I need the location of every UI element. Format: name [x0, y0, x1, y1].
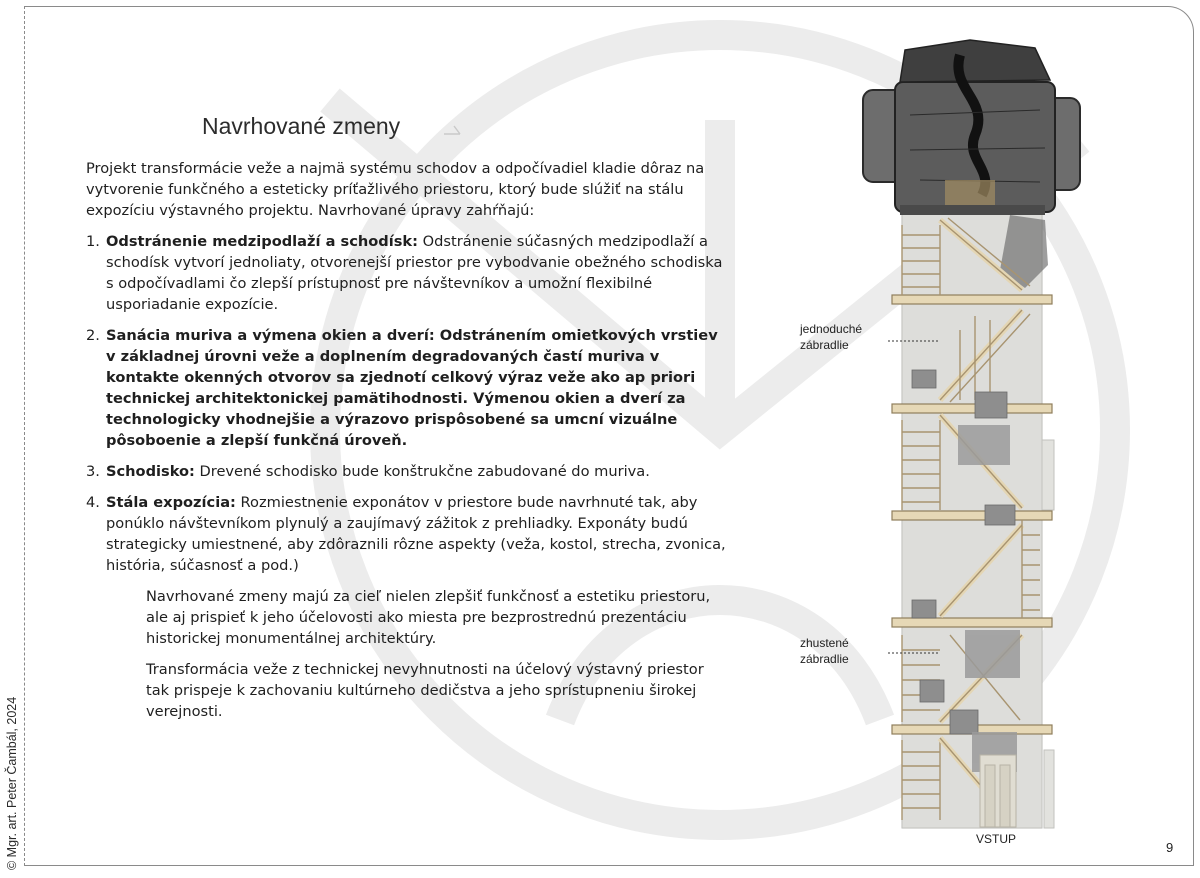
item-heading: Stála expozícia: [106, 494, 236, 511]
page-title: Navrhované zmeny [202, 113, 401, 139]
item-heading: Sanácia muriva a výmena okien a dverí: Odstránením omietkových vrstiev v základnej úrovni veže a doplnením degradovaných častí muriva v kontakte okenných otvorov sa zjednotí celkový výraz veže ako ap priori technickej architektonickej pamätihodnosti. Výmenou okien a dverí za technologicky vhodnejšie a výrazovo prispôsobené sa umcní vizuálne pôsoboenie a zlepší funkčná úroveň. [106, 327, 718, 449]
copyright-note: © Mgr. art. Peter Čambál, 2024 [5, 696, 19, 870]
list-item: 1. Odstránenie medzipodlaží a schodísk: Odstránenie súčasných medzipodlaží a schodísk vytvorí jednoliaty, otvorenejší priestor pre vybodvanie obežného schodiska s odpočívadlami čo zlepší prístupnosť pre návštevníkov a umožní flexibilné usporiadanie expozície. [86, 233, 723, 313]
annotation-simple-railing: jednoduché zábradlie [800, 322, 863, 352]
item-text: Odstránenie súčasných medzipodlaží a schodísk vytvorí jednoliaty, otvorenejší priestor pre vybodvanie obežného schodiska s odpočívadlami čo zlepší prístupnosť pre návštevníkov a umožní flexibilné usporiadanie expozície. [106, 233, 723, 313]
list-item: 2. Sanácia muriva a výmena okien a dverí: Odstránením omietkových vrstiev v základnej úrovni veže a doplnením degradovaných častí muriva v kontakte okenných otvorov sa zjednotí celkový výraz veže ako ap priori technickej architektonickej pamätihodnosti. Výmenou okien a dverí za technologicky vhodnejšie a výrazovo prispôsobené sa umcní vizuálne pôsoboenie a zlepší funkčná úroveň. [86, 327, 718, 449]
landing [892, 511, 1052, 520]
main-text [86, 158, 726, 732]
tower-roof-pointcloud [863, 40, 1080, 215]
landing [892, 404, 1052, 413]
item-heading: Schodisko: [106, 463, 195, 480]
closing-paragraph: Transformácia veže z technickej nevyhnutnosti na účelový výstavný priestor tak prispeje k zachovaniu kultúrneho dedičstva a jeho sprístupneniu širokej verejnosti. [146, 661, 704, 720]
closing-paragraph: Navrhované zmeny majú za cieľ nielen zlepšiť funkčnosť a estetiku priestoru, ale aj prispieť k jeho účelovosti ako miesta pre bezprostrednú prezentáciu historickej monumentálnej architektúry. [146, 588, 711, 647]
list-item: 4. Stála expozícia: Rozmiestnenie exponátov v priestore bude navrhnuté tak, aby ponúklo návštevníkom plynulý a zaujímavý zážitok z prehliadky. Exponáty budú strategicky umiestnené, aby zdôraznili rôzne aspekty (veža, kostol, strecha, zvonica, história, súčasnosť a pod.) [86, 494, 726, 574]
list-item: 3. Schodisko: Drevené schodisko bude konštrukčne zabudované do muriva. [86, 463, 650, 480]
title-accent-icon [442, 120, 462, 136]
item-text: Rozmiestnenie exponátov v priestore bude navrhnuté tak, aby ponúklo návštevníkom plynulý a zaujímavý zážitok z prehliadky. Exponáty budú strategicky umiestnené, aby zdôraznili rôzne aspekty (veža, kostol, strecha, zvonica, história, súčasnosť a pod.) [106, 494, 726, 574]
changes-list [86, 231, 726, 576]
tower-section-drawing [760, 20, 1090, 850]
annotation-dense-railing: zhustené zábradlie [800, 636, 849, 666]
item-heading: Odstránenie medzipodlaží a schodísk: [106, 233, 418, 250]
landing [892, 295, 1052, 304]
page-number: 9 [1166, 840, 1174, 855]
landing [892, 618, 1052, 627]
item-text: Drevené schodisko bude konštrukčne zabudované do muriva. [194, 463, 650, 480]
annotation-entrance: VSTUP [976, 832, 1017, 846]
intro-paragraph: Projekt transformácie veže a najmä systému schodov a odpočívadiel kladie dôraz na vytvorenie funkčného a esteticky príťažlivého priestoru, ktorý bude slúžiť na stálu expozíciu výstavného projektu. Navrhované úpravy zahŕňajú: [86, 160, 705, 219]
